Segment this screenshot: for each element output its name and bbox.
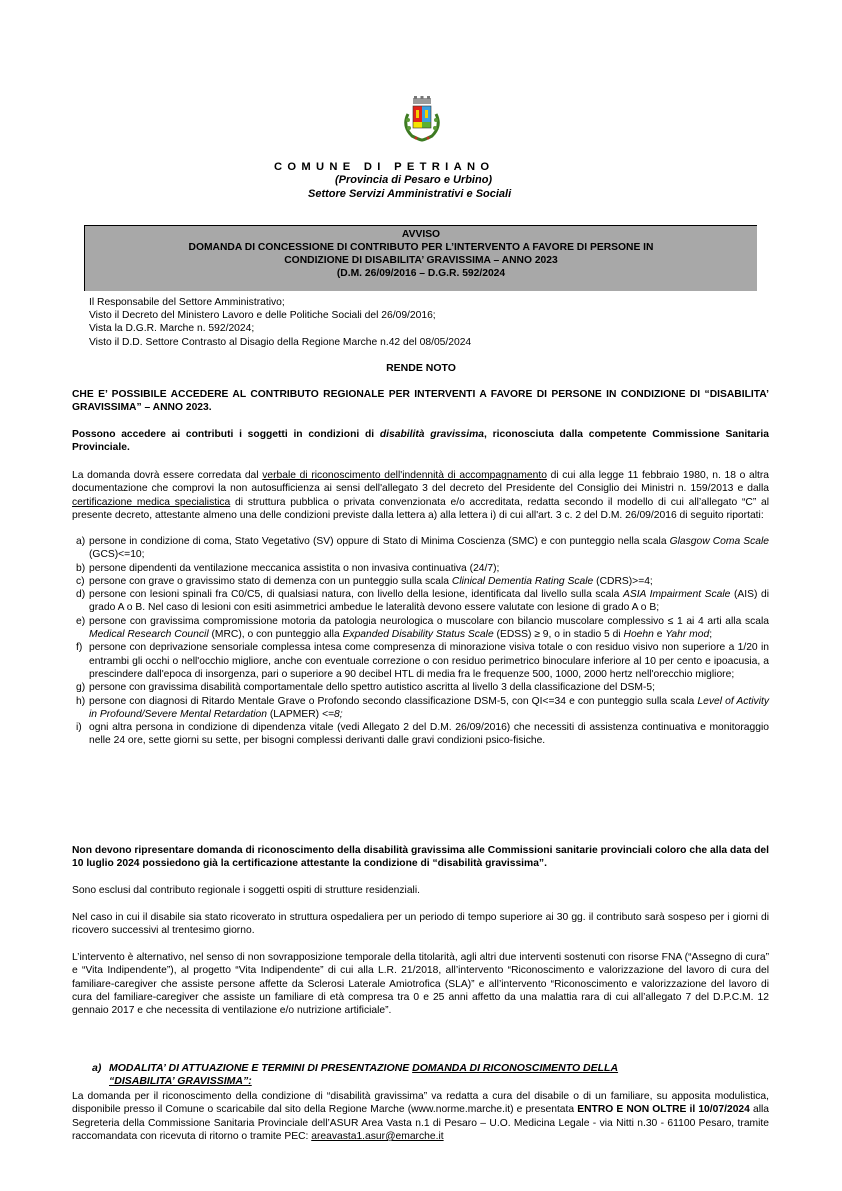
condition-scale-name: Clinical Dementia Rating Scale [451,575,594,587]
condition-text: (MRC), o con punteggio alla [208,629,343,641]
condition-scale-name: Medical Research Council [89,629,209,641]
section-a-label: a) [92,1062,102,1074]
condition-label: b) [76,562,86,574]
announcement-paragraph: CHE E’ POSSIBILE ACCEDERE AL CONTRIBUTO REGIONALE PER INTERVENTI A FAVORE DI PERSONE IN CONDIZIONE DI “DISABILITA’ GRAVISSIMA” – ANNO 2023. [72,389,769,414]
condition-item [76,721,769,748]
condition-text: (GCS)<=10; [89,549,145,561]
condition-item [76,535,769,562]
condition-text: ; [709,629,713,641]
coat-of-arms-icon [396,96,448,146]
condition-scale-name: Hoehn [623,629,654,641]
hospital-paragraph: Nel caso in cui il disabile sia stato ricoverato in struttura ospedaliera per un periodo di tempo superiore ai 30 gg. il contributo sarà sospeso per i giorni di ricovero successivi al trentesimo giorno. [72,912,769,937]
condition-label: g) [76,682,86,694]
condition-text: persone con grave o gravissimo stato di demenza con un punteggio sulla scala [89,575,452,587]
condition-text: (LAPMER) [267,708,322,720]
preamble-line: Il Responsabile del Settore Amministrativo; [89,297,285,308]
condition-label: c) [76,575,85,587]
notice-title-box [84,225,757,291]
department-name: Settore Servizi Amministrativi e Sociali [308,188,512,200]
deadline-text: ENTRO E NON OLTRE il 10/07/2024 [577,1104,750,1116]
conditions-list [76,535,769,748]
condition-text: persone con diagnosi di Ritardo Mentale Grave o Profondo secondo classificazione DSM-5, con QI<=34 e con punteggio sulla scala [89,695,698,707]
condition-scale-name: Yahr mod [665,629,710,641]
condition-text: persone in condizione di coma, Stato Vegetativo (SV) oppure di Stato di Minima Coscienza (SMC) e con punteggio nella scala [89,536,670,547]
requirements-paragraph: La domanda dovrà essere corredata dal verbale di riconoscimento dell'indennità di accompagnamento di cui alla legge 11 febbraio 1980, n. 18 o altra documentazione che comprovi la non autosufficienza ai sensi dell'allegato 3 del decreto del Presidente del Consiglio dei Ministri n. 159/2013 e dalla certificazione medica specialistica di struttura pubblica o privata convenzionata e/o accreditata, redatta secondo il modello di cui all’allegato “C” al presente decreto, attestante almeno una delle condizioni previste dalla lettera a) alla lettera i) di cui all'art. 3 c. 2 del D.M. 26/09/2016 di seguito riportati: [72,470,769,521]
condition-label: e) [76,615,86,627]
condition-text: (CDRS)>=4; [593,575,653,587]
verbale-reference: verbale di riconoscimento dell'indennità di accompagnamento [262,470,547,481]
no-resubmit-paragraph: Non devono ripresentare domanda di riconoscimento della disabilità gravissima alle Commissioni sanitarie provinciali coloro che alla data del 10 luglio 2024 possiedono già la certificazione attestante la condizione di “disabilità gravissima”. [72,845,769,870]
condition-item [76,695,769,722]
condition-item [76,562,769,575]
condition-scale-name: Glasgow Coma Scale [669,536,769,547]
province-name: (Provincia di Pesaro e Urbino) [335,174,493,186]
preamble [89,296,471,349]
preamble-line: Vista la D.G.R. Marche n. 592/2024; [89,323,255,335]
condition-text: ogni altra persona in condizione di dipendenza vitale (vedi Allegato 2 del D.M. 26/09/2016) che necessiti di assistenza continuativa e monitoraggio nelle 24 ore, sette giorni su sette, per bisogni complessi derivanti dalle gravi condizioni psico-fisiche. [89,722,769,747]
section-a-body: La domanda per il riconoscimento della condizione di “disabilità gravissima” va redatta a cura del disabile o di un familiare, su apposita modulistica, disponibile presso il Comune o scaricabile dal sito della Regione Marche (www.norme.marche.it) e presentata ENTRO E NON OLTRE il 10/07/2024 alla Segreteria della Commissione Sanitaria Provinciale dell’ASUR Area Vasta n.1 di Pesaro – U.O. Medicina Legale - via Nitti n.30 - 61100 Pesaro, tramite raccomandata con ricevuta di ritorno o tramite PEC: areavasta1.asur@emarche.it [72,1091,769,1142]
condition-text: (EDSS) ≥ 9, o in stadio 5 di [493,629,624,641]
notice-title-line: DOMANDA DI CONCESSIONE DI CONTRIBUTO PER L’INTERVENTO A FAVORE DI PERSONE IN [188,242,654,253]
condition-item [76,681,769,694]
condition-text: (AIS) di grado A o B. Nel caso di lesioni con esiti asimmetrici ambedue le lateralità devono essere valutate con lesione di grado A o B; [89,589,769,614]
condition-item [76,615,769,642]
condition-text: e [653,629,666,641]
preamble-line: Visto il D.D. Settore Contrasto al Disagio della Regione Marche n.42 del 08/05/2024 [89,336,472,348]
condition-label: a) [76,536,86,547]
condition-scale-name: ASIA Impairment Scale [622,589,731,601]
condition-label: d) [76,589,86,601]
condition-label: h) [76,695,86,707]
condition-scale-name: Expanded Disability Status Scale [342,629,494,641]
condition-text: persone con lesioni spinali fra C0/C5, di qualsiasi natura, con livello della lesione, identificata dal livello sulla scala [89,589,623,601]
condition-text: persone con deprivazione sensoriale complessa intesa come compresenza di minorazione visiva totale o con residuo visivo non superiore a 1/20 in entrambi gli occhi o nell'occhio migliore, anche con eventuale correzione o con residuo perimetrico binoculare inferiore al 10 per cento e ipoacusia, a prescindere dall'epoca di insorgenza, pari o superiore a 90 decibel HTL di media fra le frequenze 500, 1000, 2000 hertz nell'orecchio migliore; [89,642,769,680]
eligibility-paragraph: Possono accedere ai contributi i soggetti in condizioni di disabilità gravissima, riconosciuta dalla competente Commissione Sanitaria Provinciale. [72,429,769,454]
condition-label: f) [76,642,83,654]
pec-email-link[interactable]: areavasta1.asur@emarche.it [311,1130,444,1142]
excluded-paragraph: Sono esclusi dal contributo regionale i soggetti ospiti di strutture residenziali. [72,885,420,896]
condition-text: persone con gravissima disabilità comportamentale dello spettro autistico ascritta al livello 3 della classificazione del DSM-5; [89,682,656,694]
condition-item [76,641,769,681]
notice-title-line: CONDIZIONE DI DISABILITA’ GRAVISSIMA – ANNO 2023 [284,255,558,266]
preamble-line: Visto il Decreto del Ministero Lavoro e delle Politiche Sociali del 26/09/2016; [89,310,436,322]
notice-reference: (D.M. 26/09/2016 – D.G.R. 592/2024 [336,268,506,279]
condition-text: persone dipendenti da ventilazione meccanica assistita o non invasiva continuativa (24/7); [89,562,500,574]
section-a-heading: a) MODALITA’ DI ATTUAZIONE E TERMINI DI PRESENTAZIONE DOMANDA DI RICONOSCIMENTO DELLA “DISABILITA’ GRAVISSIMA”: [92,1062,619,1088]
condition-scale-name: Level of Activity in Profound/Severe Mental Retardation [89,695,770,720]
condition-label: i) [76,722,82,734]
certificazione-reference: certificazione medica specialistica [72,496,231,508]
notice-label: AVVISO [401,229,441,240]
condition-scale-name: <=8; [321,708,343,720]
condition-item [76,588,769,615]
municipality-name: COMUNE DI PETRIANO [274,161,495,173]
rende-noto-heading: RENDE NOTO [386,362,456,374]
condition-item [76,575,769,588]
alternative-paragraph: L’intervento è alternativo, nel senso di non sovrapposizione temporale della titolarità, agli altri due interventi sostenuti con risorse FNA (“Assegno di cura” e “Vita Indipendente”), al progetto “Vita Indipendente” di cui alla L.R. 21/2018, all’intervento “Riconoscimento e valorizzazione del lavoro di cura del familiare-caregiver che assiste persone affette da Sclerosi Laterale Amiotrofica (SLA)” e all’intervento “Riconoscimento e valorizzazione del lavoro di cura del familiare-caregiver che assiste un familiare di età compresa tra 0 e 25 anni affetto da una malattia rara di cui all’allegato 7 del D.P.C.M. 12 gennaio 2017 e che necessita di ventilazione e/o nutrizione artificiale”. [72,952,769,1017]
emphasis-text: disabilità gravissima [379,429,485,440]
condition-text: persone con gravissima compromissione motoria da patologia neurologica o muscolare con bilancio muscolare complessivo ≤ 1 ai 4 arti alla scala [89,615,769,627]
